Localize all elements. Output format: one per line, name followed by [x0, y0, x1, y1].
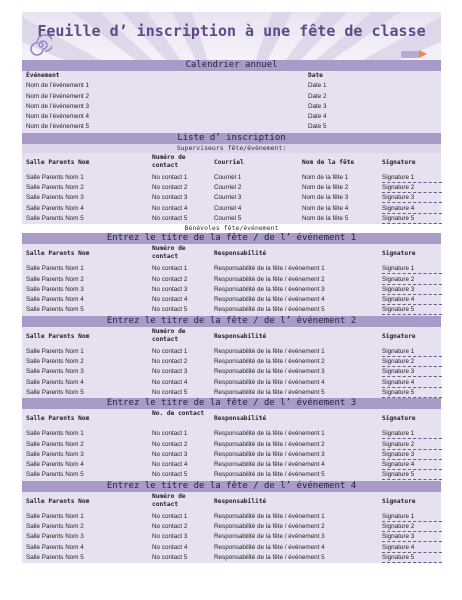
- parent-name: Salle Parents Nom 3: [26, 368, 84, 376]
- parent-name: Salle Parents Nom 3: [26, 194, 84, 202]
- signature-field[interactable]: Signature 2: [382, 275, 442, 285]
- event-name: Nom de l’événement 5: [26, 123, 90, 131]
- contact-number: No contact 2: [152, 358, 188, 366]
- table-row: [22, 193, 441, 203]
- volunteers-header-row: [22, 492, 441, 512]
- email: Courriel 5: [214, 214, 242, 222]
- event-date: Date 1: [308, 82, 327, 90]
- col-signature-header: Signature: [382, 415, 416, 423]
- parent-name: Salle Parents Nom 5: [26, 471, 84, 479]
- responsibility: Responsabilité de la fête / événement 4: [214, 296, 325, 304]
- signature-field[interactable]: Signature 3: [382, 367, 442, 377]
- signature-field[interactable]: Signature 3: [382, 532, 442, 542]
- responsibility: Responsabilité de la fête / événement 5: [214, 388, 325, 396]
- signature-field[interactable]: Signature 4: [382, 378, 442, 388]
- calendar-row: [22, 81, 441, 91]
- contact-number: No contact 5: [152, 214, 188, 222]
- parent-name: Salle Parents Nom 1: [26, 347, 84, 355]
- calendar-row: [22, 92, 441, 102]
- col-signature-header: Signature: [382, 332, 416, 340]
- event-name: Nom de l’événement 4: [26, 113, 90, 121]
- responsibility: Responsabilité de la fête / événement 3: [214, 450, 325, 458]
- table-row: [22, 440, 441, 450]
- event-heading: Entrez le titre de la fête / de l’ événement 4: [22, 481, 441, 492]
- responsibility: Responsabilité de la fête / événement 3: [214, 368, 325, 376]
- parent-name: Salle Parents Nom 4: [26, 378, 84, 386]
- party-name: Nom de la fête 5: [302, 214, 349, 222]
- calendar-header-row: [22, 71, 441, 81]
- table-row: [22, 275, 441, 285]
- contact-number: No contact 5: [152, 306, 188, 314]
- col-name-header: Salle Parents Nom: [26, 250, 90, 258]
- signature-field[interactable]: Signature 2: [382, 357, 442, 367]
- signature-field[interactable]: Signature 3: [382, 285, 442, 295]
- calendar-row: [22, 102, 441, 112]
- event-heading: Entrez le titre de la fête / de l’ événement 3: [22, 398, 441, 409]
- parent-name: Salle Parents Nom 4: [26, 461, 84, 469]
- col-contact-header: Numéro de contact: [152, 492, 186, 508]
- col-signature-header: Signature: [382, 250, 416, 258]
- volunteers-header-row: [22, 244, 441, 264]
- contact-number: No contact 3: [152, 285, 188, 293]
- signature-field[interactable]: Signature 5: [382, 470, 442, 480]
- signature-field[interactable]: Signature 1: [382, 347, 442, 357]
- responsibility: Responsabilité de la fête / événement 2: [214, 275, 325, 283]
- col-responsibility-header: Responsabilité: [214, 497, 267, 505]
- signature-field[interactable]: Signature 5: [382, 214, 442, 224]
- table-row: [22, 305, 441, 315]
- responsibility: Responsabilité de la fête / événement 1: [214, 347, 325, 355]
- volunteers-table: [22, 492, 441, 563]
- col-responsibility-header: Responsabilité: [214, 250, 267, 258]
- responsibility: Responsabilité de la fête / événement 4: [214, 461, 325, 469]
- table-row: [22, 357, 441, 367]
- parent-name: Salle Parents Nom 1: [26, 512, 84, 520]
- volunteers-table: [22, 244, 441, 315]
- col-name-header: Salle Parents Nom: [26, 332, 90, 340]
- col-responsibility-header: Responsabilité: [214, 415, 267, 423]
- parent-name: Salle Parents Nom 3: [26, 450, 84, 458]
- col-name-header: Salle Parents Nom: [26, 158, 90, 166]
- contact-number: No contact 1: [152, 512, 188, 520]
- email: Courriel 2: [214, 184, 242, 192]
- volunteers-header-row: [22, 409, 441, 429]
- calendar-row: [22, 122, 441, 132]
- parent-name: Salle Parents Nom 4: [26, 296, 84, 304]
- table-row: [22, 378, 441, 388]
- supervisors-label: Superviseurs fête/événement:: [22, 144, 441, 153]
- col-contact-header: Numéro de contact: [152, 327, 186, 343]
- volunteers-label: Bénévoles fête/événement: [22, 224, 441, 233]
- signature-field[interactable]: Signature 5: [382, 305, 442, 315]
- table-row: [22, 470, 441, 480]
- contact-number: No contact 5: [152, 471, 188, 479]
- responsibility: Responsabilité de la fête / événement 1: [214, 430, 325, 438]
- signup-heading: Liste d’ inscription: [22, 133, 441, 144]
- contact-number: No contact 1: [152, 347, 188, 355]
- table-row: [22, 429, 441, 439]
- contact-number: No contact 2: [152, 275, 188, 283]
- parent-name: Salle Parents Nom 3: [26, 285, 84, 293]
- calendar-heading: Calendrier annuel: [22, 60, 441, 71]
- signature-field[interactable]: Signature 1: [382, 173, 442, 183]
- contact-number: No contact 4: [152, 378, 188, 386]
- parent-name: Salle Parents Nom 2: [26, 440, 84, 448]
- event-heading: Entrez le titre de la fête / de l’ événement 2: [22, 316, 441, 327]
- event-name: Nom de l’événement 2: [26, 92, 90, 100]
- responsibility: Responsabilité de la fête / événement 4: [214, 543, 325, 551]
- signature-field[interactable]: Signature 1: [382, 264, 442, 274]
- parent-name: Salle Parents Nom 1: [26, 265, 84, 273]
- event-name: Nom de l’événement 1: [26, 82, 90, 90]
- page-title: Feuille d’ inscription à une fête de classe: [37, 22, 426, 40]
- col-contact-header: No. de contact: [152, 410, 205, 418]
- contact-number: No contact 1: [152, 430, 188, 438]
- signature-field[interactable]: Signature 1: [382, 512, 442, 522]
- col-email-header: Courriel: [214, 158, 244, 166]
- supervisors-table: [22, 153, 441, 224]
- responsibility: Responsabilité de la fête / événement 1: [214, 265, 325, 273]
- parent-name: Salle Parents Nom 5: [26, 306, 84, 314]
- table-row: [22, 204, 441, 214]
- table-row: [22, 183, 441, 193]
- email: Courriel 3: [214, 194, 242, 202]
- parent-name: Salle Parents Nom 1: [26, 173, 84, 181]
- col-date-header: Date: [308, 72, 323, 79]
- party-hat-icon: [401, 48, 427, 60]
- responsibility: Responsabilité de la fête / événement 2: [214, 523, 325, 531]
- table-row: [22, 532, 441, 542]
- table-row: [22, 264, 441, 274]
- event-heading: Entrez le titre de la fête / de l’ événement 1: [22, 233, 441, 244]
- responsibility: Responsabilité de la fête / événement 1: [214, 512, 325, 520]
- signature-field[interactable]: Signature 2: [382, 440, 442, 450]
- parent-name: Salle Parents Nom 5: [26, 553, 84, 561]
- responsibility: Responsabilité de la fête / événement 3: [214, 533, 325, 541]
- table-row: [22, 367, 441, 377]
- parent-name: Salle Parents Nom 2: [26, 184, 84, 192]
- parent-name: Salle Parents Nom 1: [26, 430, 84, 438]
- signature-field[interactable]: Signature 5: [382, 388, 442, 398]
- event-date: Date 3: [308, 102, 327, 110]
- signature-field[interactable]: Signature 4: [382, 543, 442, 553]
- event-name: Nom de l’événement 3: [26, 102, 90, 110]
- col-contact-header: Numéro de contact: [152, 153, 186, 169]
- table-row: [22, 553, 441, 563]
- table-row: [22, 173, 441, 183]
- signup-sheet: [22, 12, 441, 563]
- table-row: [22, 512, 441, 522]
- col-event-header: Événement: [26, 72, 60, 79]
- contact-number: No contact 3: [152, 194, 188, 202]
- volunteers-table: [22, 409, 441, 480]
- header: [22, 12, 441, 60]
- parent-name: Salle Parents Nom 2: [26, 523, 84, 531]
- parent-name: Salle Parents Nom 2: [26, 358, 84, 366]
- contact-number: No contact 5: [152, 553, 188, 561]
- responsibility: Responsabilité de la fête / événement 5: [214, 471, 325, 479]
- party-name: Nom de la fête 2: [302, 184, 349, 192]
- signature-field[interactable]: Signature 4: [382, 204, 442, 214]
- table-row: [22, 450, 441, 460]
- col-signature-header: Signature: [382, 158, 416, 166]
- contact-number: No contact 5: [152, 388, 188, 396]
- responsibility: Responsabilité de la fête / événement 2: [214, 440, 325, 448]
- contact-number: No contact 3: [152, 533, 188, 541]
- table-row: [22, 214, 441, 224]
- email: Courriel 1: [214, 173, 242, 181]
- col-responsibility-header: Responsabilité: [214, 332, 267, 340]
- contact-number: No contact 2: [152, 523, 188, 531]
- parent-name: Salle Parents Nom 4: [26, 543, 84, 551]
- contact-number: No contact 2: [152, 440, 188, 448]
- contact-number: No contact 2: [152, 184, 188, 192]
- signature-field[interactable]: Signature 4: [382, 460, 442, 470]
- col-party-header: Nom de la fête: [302, 158, 355, 166]
- signature-field[interactable]: Signature 2: [382, 522, 442, 532]
- event-date: Date 5: [308, 123, 327, 131]
- calendar-table: [22, 71, 441, 133]
- party-name: Nom de la fête 3: [302, 194, 349, 202]
- table-row: [22, 543, 441, 553]
- email: Courriel 4: [214, 204, 242, 212]
- table-row: [22, 295, 441, 305]
- contact-number: No contact 4: [152, 296, 188, 304]
- table-row: [22, 347, 441, 357]
- table-row: [22, 285, 441, 295]
- responsibility: Responsabilité de la fête / événement 3: [214, 285, 325, 293]
- responsibility: Responsabilité de la fête / événement 5: [214, 553, 325, 561]
- contact-number: No contact 4: [152, 543, 188, 551]
- parent-name: Salle Parents Nom 5: [26, 388, 84, 396]
- party-name: Nom de la fête 1: [302, 173, 349, 181]
- signature-field[interactable]: Signature 1: [382, 429, 442, 439]
- responsibility: Responsabilité de la fête / événement 2: [214, 358, 325, 366]
- parent-name: Salle Parents Nom 5: [26, 214, 84, 222]
- col-signature-header: Signature: [382, 497, 416, 505]
- signature-field[interactable]: Signature 4: [382, 295, 442, 305]
- contact-number: No contact 3: [152, 450, 188, 458]
- signature-field[interactable]: Signature 5: [382, 553, 442, 563]
- table-row: [22, 388, 441, 398]
- contact-number: No contact 1: [152, 265, 188, 273]
- party-name: Nom de la fête 4: [302, 204, 349, 212]
- table-row: [22, 522, 441, 532]
- supervisors-header-row: [22, 153, 441, 173]
- table-row: [22, 460, 441, 470]
- volunteers-table: [22, 327, 441, 398]
- event-date: Date 4: [308, 113, 327, 121]
- parent-name: Salle Parents Nom 4: [26, 204, 84, 212]
- responsibility: Responsabilité de la fête / événement 4: [214, 378, 325, 386]
- contact-number: No contact 4: [152, 461, 188, 469]
- col-name-header: Salle Parents Nom: [26, 497, 90, 505]
- contact-number: No contact 1: [152, 173, 188, 181]
- signature-field[interactable]: Signature 3: [382, 450, 442, 460]
- contact-number: No contact 4: [152, 204, 188, 212]
- contact-number: No contact 3: [152, 368, 188, 376]
- col-name-header: Salle Parents Nom: [26, 415, 90, 423]
- signature-field[interactable]: Signature 3: [382, 193, 442, 203]
- parent-name: Salle Parents Nom 3: [26, 533, 84, 541]
- parent-name: Salle Parents Nom 2: [26, 275, 84, 283]
- responsibility: Responsabilité de la fête / événement 5: [214, 306, 325, 314]
- signature-field[interactable]: Signature 2: [382, 183, 442, 193]
- event-sections: [22, 233, 441, 563]
- event-date: Date 2: [308, 92, 327, 100]
- col-contact-header: Numéro de contact: [152, 245, 186, 261]
- calendar-row: [22, 112, 441, 122]
- volunteers-header-row: [22, 327, 441, 347]
